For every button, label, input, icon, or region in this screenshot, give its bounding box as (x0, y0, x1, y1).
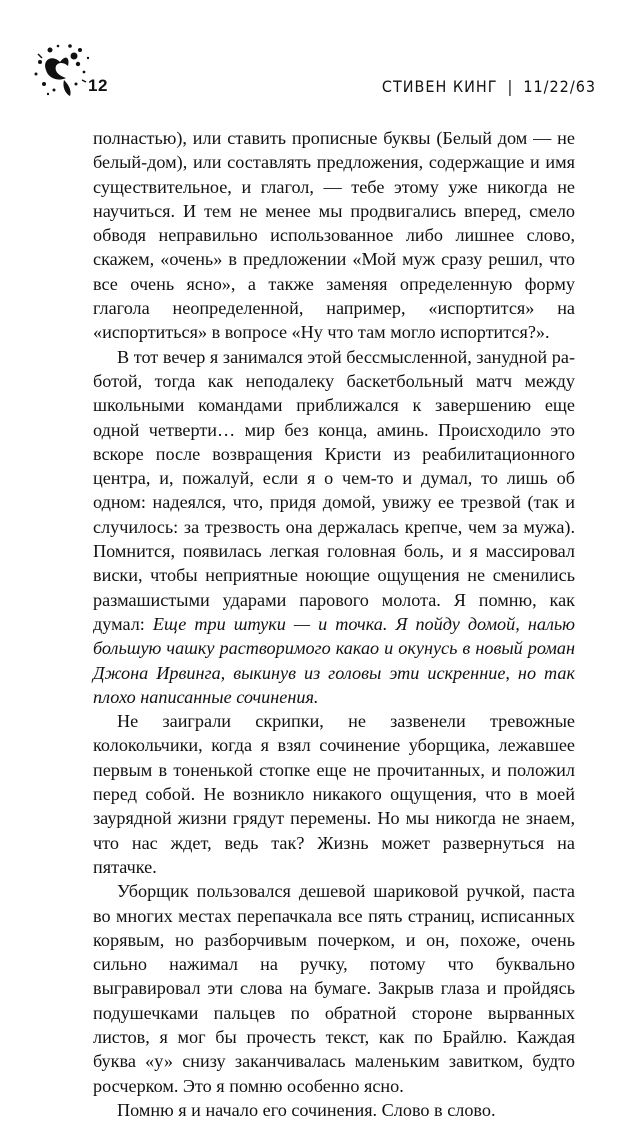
paragraph: полнастью), или ставить прописные буквы (Белый дом — не белый-дом), или составлять предложения, содержащие и имя существительное, и глагол, — тебе этому уже никогда не научиться. И тем не менее мы продвигались вперед, смело обводя неправильно использованное либо лишнее слово, скажем, «очень» в предложении «Мой муж сразу решил, что все очень ясно», а также заменяя определенную форму глагола неопределенной, например, «испортится» на «испортиться» в вопросе «Ну что там могло испортится?». (93, 128, 575, 343)
page-header (30, 40, 596, 100)
running-head (382, 77, 596, 96)
book-title: 11/22/63 (523, 77, 596, 96)
author-name: СТИВЕН КИНГ (381, 77, 498, 96)
paragraph-text: В тот вечер я занимался этой бессмысленной, занудной работой, тогда как неподалеку баскетбольный матч между школьными командами приближался к завершению еще одной четверти… мир без конца, аминь. Происходило это вскоре после возвращения Кристи из реабилитационного центра, и, пожалуй, если я о чем-то и думал, то лишь об одном: надеялся, что, придя домой, увижу ее трезвой (так и случилось: за трезвость она держалась крепче, чем за мужа). Помнится, появилась легкая головная боль, и я массировал виски, чтобы неприятные ноющие ощущения не сменились размашистыми ударами парового молота. Я помню, как думал: (93, 346, 575, 634)
paragraph: Помню я и начало его сочинения. Слово в слово. (117, 1099, 496, 1120)
paragraph-italic-text: Еще три штуки — и точка. Я пойду домой, налью большую чашку растворимого какао и окунусь в новый роман Джона Ирвинга, выкинув из головы эти искренние, но так плохо написанные сочинения. (93, 613, 575, 707)
paragraph (93, 345, 575, 709)
paragraph: Не заиграли скрипки, не зазвенели тревожные колокольчики, когда я взял сочинение уборщика, лежавшее первым в тоненькой стопке еще не прочитанных, и положил перед собой. Не возникло никакого ощущения, что в моей заурядной жизни грядут перемены. Но мы никогда не знаем, что нас ждет, ведь так? Жизнь может развернуться на пятачке. (93, 711, 575, 877)
paragraph: Уборщик пользовался дешевой шариковой ручкой, паста во многих местах перепачкала все пять страниц, исписанных корявым, но разборчивым почерком, и он, похоже, очень сильно нажимал на ручку, потому что буквально выгравировал эти слова на бумаге. Закрыв глаза и пройдясь подушечками пальцев по обратной стороне вырванных листов, я мог бы прочесть текст, как по Брайлю. Каждая буква «у» снизу заканчивалась маленьким завитком, будто росчерком. Это я помню особенно ясно. (93, 881, 575, 1096)
body-text (93, 126, 575, 1122)
header-separator: | (507, 77, 514, 96)
page-number: 12 (88, 76, 108, 95)
